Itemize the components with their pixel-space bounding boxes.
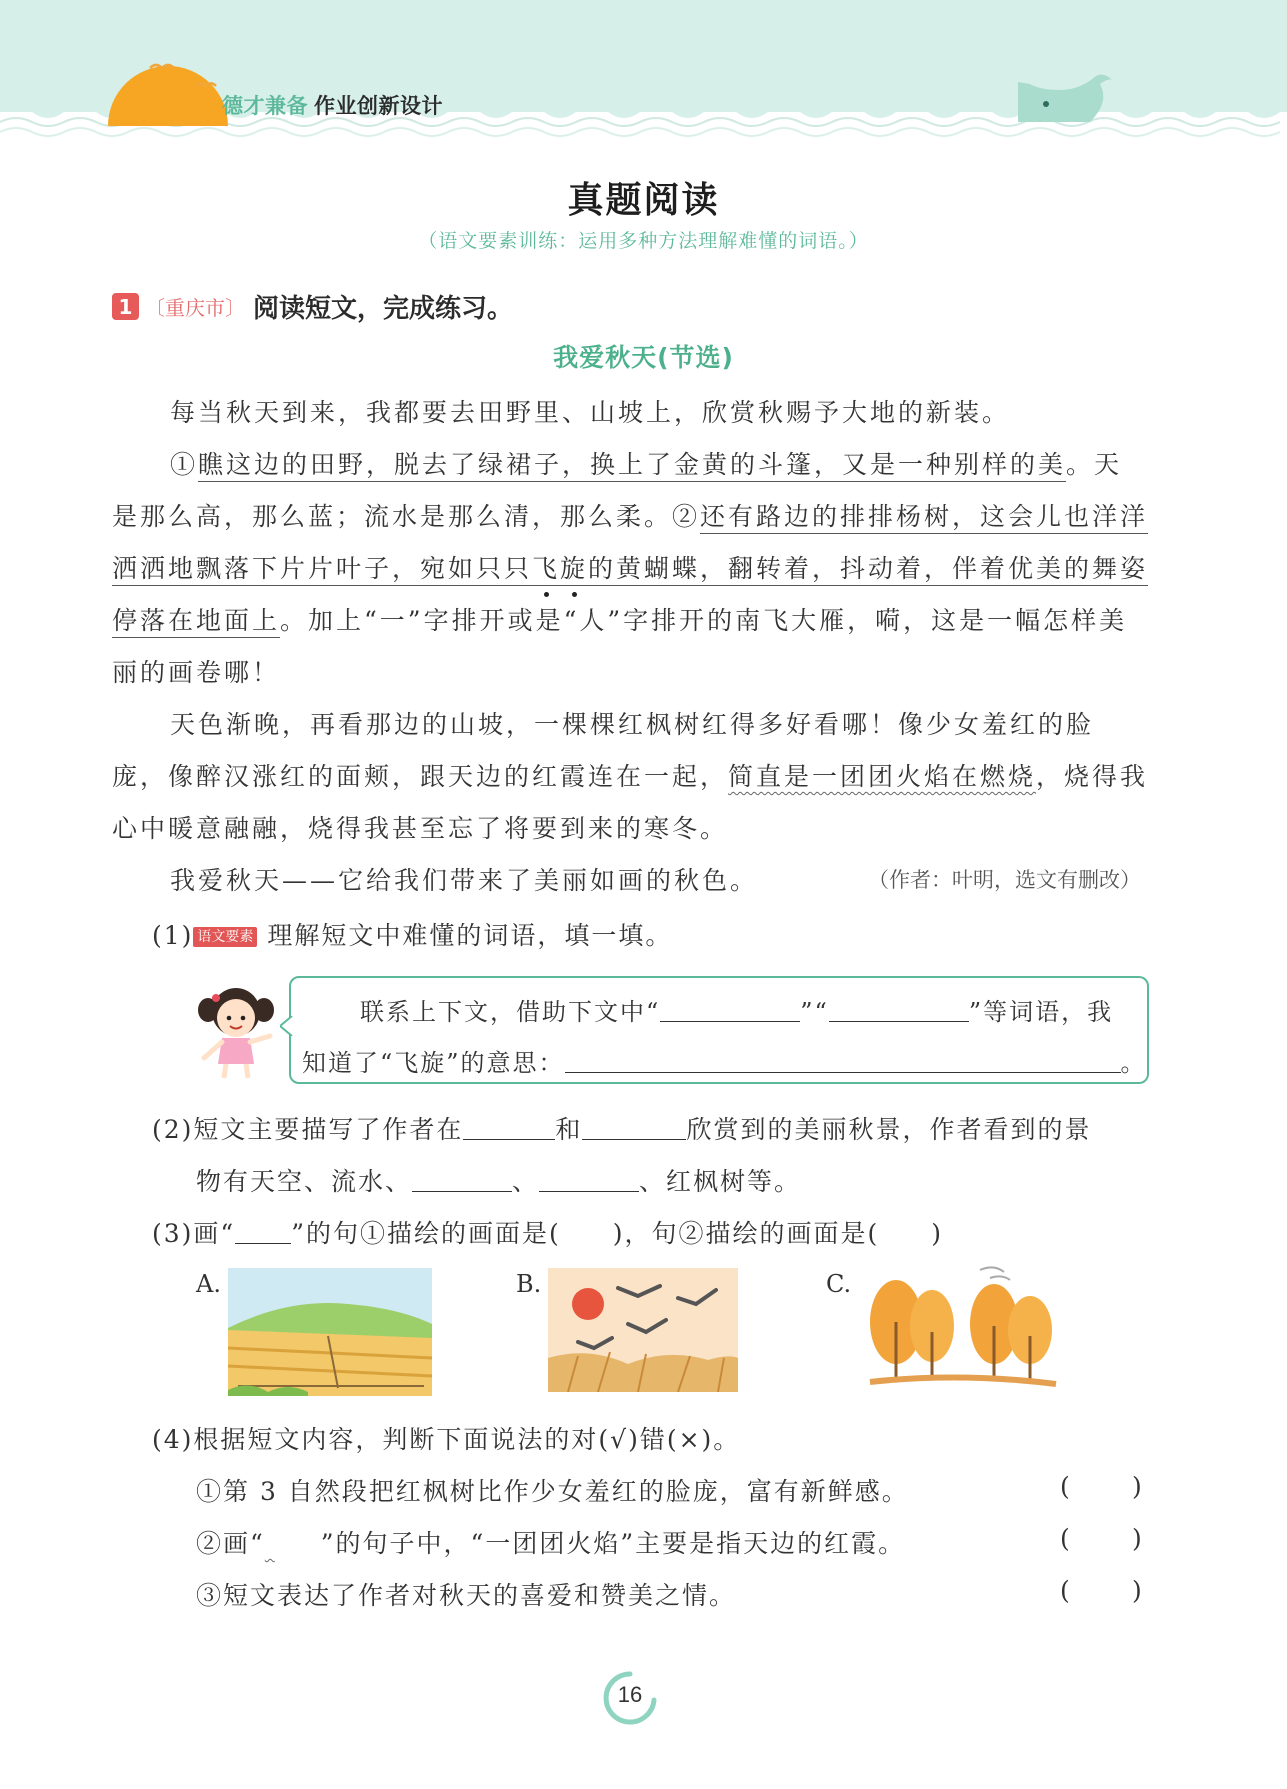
text-span: ”“ [800, 998, 829, 1026]
option-a-field-image [228, 1268, 432, 1400]
option-a-label: A. [196, 1270, 221, 1298]
sub3-question [152, 1214, 943, 1250]
text-span: 联系上下文，借助下文中“ [360, 998, 661, 1026]
text-span: 、红枫树等。 [639, 1167, 802, 1196]
answer-blank-scene2[interactable] [539, 1169, 639, 1192]
page-title: 真题阅读 [567, 180, 720, 221]
answer-blank-meaning[interactable] [565, 1050, 1121, 1073]
passage-p3-line2 [112, 757, 1148, 793]
judge-paren-3-close: ) [1132, 1576, 1142, 1605]
text-span: 。天 [1066, 450, 1123, 479]
wavy-underlined-sentence: 简直是一团团火焰在燃烧 [728, 762, 1037, 791]
answer-blank-place2[interactable] [582, 1117, 686, 1140]
text-span: 洒洒地飘落下片片叶子，宛如只只 [112, 554, 533, 583]
brand-green: 德才兼备 [222, 94, 308, 118]
sub4-item3: ③短文表达了作者对秋天的喜爱和赞美之情。 [196, 1581, 737, 1610]
judge-paren-2-close: ) [1132, 1524, 1142, 1553]
passage-p2-line2 [112, 497, 1148, 533]
sentence-2-marker: ② [672, 502, 701, 531]
hint-line2 [302, 1043, 1147, 1078]
text-span: 物有天空、流水、 [196, 1167, 413, 1196]
option-c-label: C. [826, 1270, 852, 1298]
sentence-1-marker: ① [170, 450, 199, 479]
passage-p4: 我爱秋天——它给我们带来了美丽如画的秋色。 [170, 866, 759, 895]
answer-blank-word1[interactable] [660, 999, 800, 1022]
page-subtitle: （语文要素训练：运用多种方法理解难懂的词语。） [418, 230, 869, 252]
sub2-line1 [152, 1110, 1091, 1146]
option-b-geese-image [548, 1268, 738, 1396]
text-span: 、 [512, 1167, 540, 1196]
question-source: 〔重庆市〕 [145, 296, 245, 320]
text-span: ) [931, 1219, 944, 1248]
text-span: 。加上“一”字排开或是“人”字排开的南飞大雁，嗬，这是一幅怎样美 [280, 606, 1128, 635]
underline-sample [235, 1221, 291, 1244]
question-number-badge: 1 [112, 293, 139, 320]
text-span: (1) [152, 921, 194, 950]
yuwen-yaosu-tag: 语文要素 [193, 927, 257, 947]
speech-tail [280, 1016, 294, 1040]
dotted-char-xuan: 旋 [560, 554, 589, 583]
sentence-1-underlined: 瞧这边的田野，脱去了绿裙子，换上了金黄的斗篷，又是一种别样的美 [198, 450, 1066, 482]
page-header [0, 0, 1287, 160]
text-span: 。 [1120, 1049, 1147, 1077]
text-span: (2)短文主要描写了作者在 [152, 1115, 464, 1144]
passage-credit: （作者：叶明，选文有删改） [868, 868, 1141, 892]
sentence-2-underlined: 还有路边的排排杨树，这会儿也洋洋 [700, 502, 1148, 534]
judge-answer-1[interactable] [1080, 1470, 1130, 1504]
passage-title: 我爱秋天(节选) [553, 343, 734, 372]
text-span: )，句②描绘的画面是( [612, 1219, 880, 1248]
passage-p3-line3: 心中暖意融融，烧得我甚至忘了将要到来的寒冬。 [112, 814, 729, 843]
text-span: 欣赏到的美丽秋景，作者看到的景 [686, 1115, 1092, 1144]
sub4-item2 [196, 1524, 905, 1560]
brand-dark: 作业创新设计 [314, 94, 443, 118]
text-span: 的黄蝴蝶，翻转着，抖动着，伴着优美的舞姿 [588, 554, 1149, 583]
sub2-line2 [196, 1162, 801, 1198]
answer-blank-place1[interactable] [463, 1117, 555, 1140]
girl-illustration [192, 980, 284, 1084]
text-span: ②画“ [196, 1529, 265, 1558]
text-span: (3)画“ [152, 1219, 236, 1248]
passage-p2-line4 [112, 601, 1127, 637]
text-span: 理解短文中难懂的词语，填一填。 [267, 921, 673, 950]
text-span: 庞，像醉汉涨红的面颊，跟天边的红霞连在一起， [112, 762, 729, 791]
passage-p2-line1 [170, 445, 1122, 481]
text-span: ”的句①描绘的画面是( [291, 1219, 561, 1248]
option-c-trees-image [860, 1262, 1060, 1396]
sentence-2-underlined [112, 554, 1148, 586]
text-span: 和 [555, 1115, 583, 1144]
text-span: 是那么高，那么蓝；流水是那么清，那么柔。 [112, 502, 673, 531]
page-number: 16 [617, 1682, 643, 1707]
hint-line1 [360, 992, 1113, 1027]
judge-paren-1-close: ) [1132, 1472, 1142, 1501]
header-banner [0, 0, 1287, 160]
text-span: ，烧得我 [1036, 762, 1149, 791]
question-1-header [112, 288, 513, 325]
sub4-item1: ①第 3 自然段把红枫树比作少女羞红的脸庞，富有新鲜感。 [196, 1477, 909, 1506]
sub4-question: (4)根据短文内容，判断下面说法的对(√)错(×)。 [152, 1425, 741, 1454]
option-b-label: B. [516, 1270, 542, 1298]
passage-p1: 每当秋天到来，我都要去田野里、山坡上，欣赏秋赐予大地的新装。 [170, 398, 1011, 427]
brand-title [222, 90, 443, 120]
dotted-char-fei: 飞 [532, 554, 561, 583]
text-span: ”等词语，我 [968, 998, 1114, 1026]
text-span: ”的句子中，“一团团火焰”主要是指天边的红霞。 [320, 1529, 906, 1558]
passage-p2-line3 [112, 549, 1148, 585]
sentence-2-underlined: 停落在地面上 [112, 606, 280, 638]
wavy-line-sample [265, 1529, 321, 1558]
judge-answer-3[interactable] [1080, 1574, 1130, 1608]
passage-p3-line1: 天色渐晚，再看那边的山坡，一棵棵红枫树红得多好看哪！像少女羞红的脸 [170, 710, 1095, 739]
judge-paren-1-open: ( [1060, 1472, 1070, 1501]
answer-blank-scene1[interactable] [412, 1169, 512, 1192]
question-instruction: 阅读短文，完成练习。 [253, 294, 514, 324]
answer-blank-word2[interactable] [829, 999, 969, 1022]
judge-paren-2-open: ( [1060, 1524, 1070, 1553]
judge-paren-3-open: ( [1060, 1576, 1070, 1605]
sub1-question [152, 916, 672, 952]
text-span: 知道了“飞旋”的意思： [302, 1049, 565, 1077]
judge-answer-2[interactable] [1080, 1522, 1130, 1556]
passage-p2-line5: 丽的画卷哪！ [112, 658, 281, 687]
page-number-badge [600, 1670, 660, 1726]
